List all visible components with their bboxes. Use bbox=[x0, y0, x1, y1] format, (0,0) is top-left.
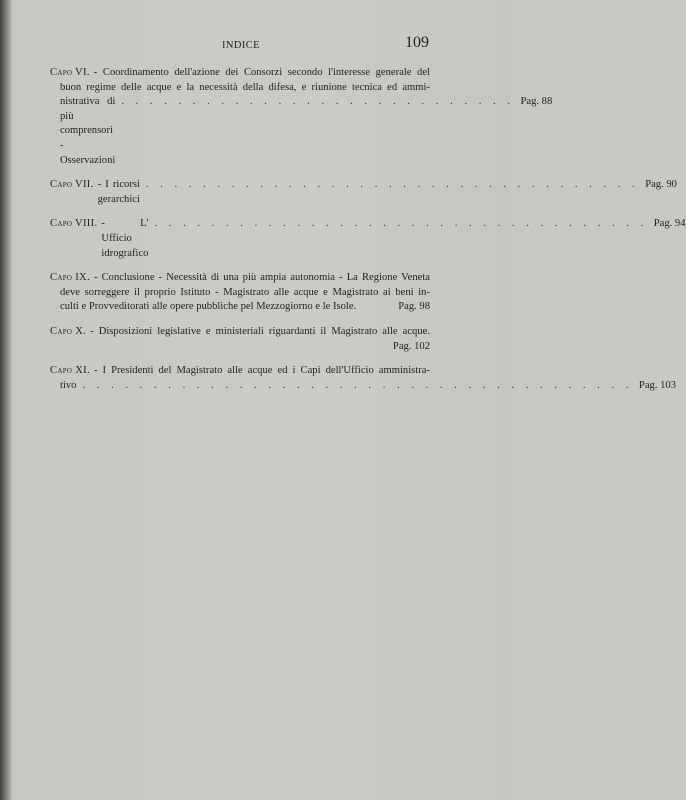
entry-text: - I ricorsi gerarchici bbox=[97, 179, 140, 205]
page-reference: Pag. 90 bbox=[645, 179, 677, 191]
page-header bbox=[0, 34, 511, 54]
entry-text: - Disposizioni legislative e ministeriali riguardanti il Magistrato alle acque. bbox=[90, 325, 430, 337]
chapter-heading: Capo IX. bbox=[50, 272, 90, 284]
toc-entry-capo-vii bbox=[50, 178, 677, 207]
entry-text: - Coordinamento dell'azione dei Consorzi secondo l'interesse generale del bbox=[93, 67, 430, 78]
leader-dots: . . . . . . . . . . . . . . . . . . . . . . . . . . . . . . . . . . . . . . . bbox=[82, 379, 633, 391]
entry-text: - Conclusione - Necessità di una più ampia autonomia - La Regione Veneta bbox=[93, 272, 430, 284]
leader-dots: . . . . . . . . . . . . . . . . . . . . . . . . . . . . . . . . . . . bbox=[154, 218, 648, 230]
page-reference: Pag. 103 bbox=[638, 379, 676, 391]
chapter-heading: Capo X. bbox=[50, 325, 87, 337]
toc-entry-capo-xi bbox=[50, 364, 676, 393]
chapter-heading: Capo VII. bbox=[50, 179, 94, 191]
entry-text: deve sorreggere il proprio Istituto - Magistrato alle acque e Magistrato ai beni in- bbox=[60, 286, 430, 298]
page-spine-shadow bbox=[0, 0, 12, 800]
page-reference: Pag. 102 bbox=[392, 340, 430, 352]
toc-entry-capo-ix bbox=[50, 271, 430, 315]
entry-text: - L' Ufficio idrografico bbox=[101, 218, 149, 259]
table-of-contents bbox=[50, 66, 686, 403]
entry-text: - I Presidenti del Magistrato alle acque ed i Capi dell'Ufficio amministra- bbox=[93, 365, 430, 377]
toc-entry-capo-x bbox=[50, 325, 430, 354]
page-reference: Pag. 98 bbox=[398, 301, 430, 313]
entry-text: nistrativa di più comprensori - Osservazioni bbox=[60, 96, 116, 166]
toc-entry-capo-vi bbox=[50, 66, 553, 168]
chapter-heading: Capo VIII. bbox=[50, 218, 98, 230]
entry-text: culti e Provveditorati alle opere pubbliche pel Mezzogiorno e le Isole. bbox=[60, 301, 357, 313]
entry-text: buon regime delle acque e la necessità della difesa, e riunione tecnica ed ammi- bbox=[60, 81, 430, 93]
chapter-heading: Capo XI. bbox=[50, 365, 90, 377]
page-reference: Pag. 88 bbox=[520, 96, 553, 108]
leader-dots: . . . . . . . . . . . . . . . . . . . . . . . . . . . . . . . . . . . bbox=[145, 179, 640, 191]
entry-text: tivo bbox=[60, 379, 77, 391]
toc-entry-capo-viii bbox=[50, 217, 686, 261]
leader-dots: . . . . . . . . . . . . . . . . . . . . . . . . . . . . bbox=[121, 96, 515, 108]
running-title: INDICE bbox=[222, 40, 260, 51]
page-number: 109 bbox=[405, 34, 429, 51]
chapter-heading: Capo VI. bbox=[50, 67, 90, 78]
page-reference: Pag. 94 bbox=[653, 218, 686, 230]
